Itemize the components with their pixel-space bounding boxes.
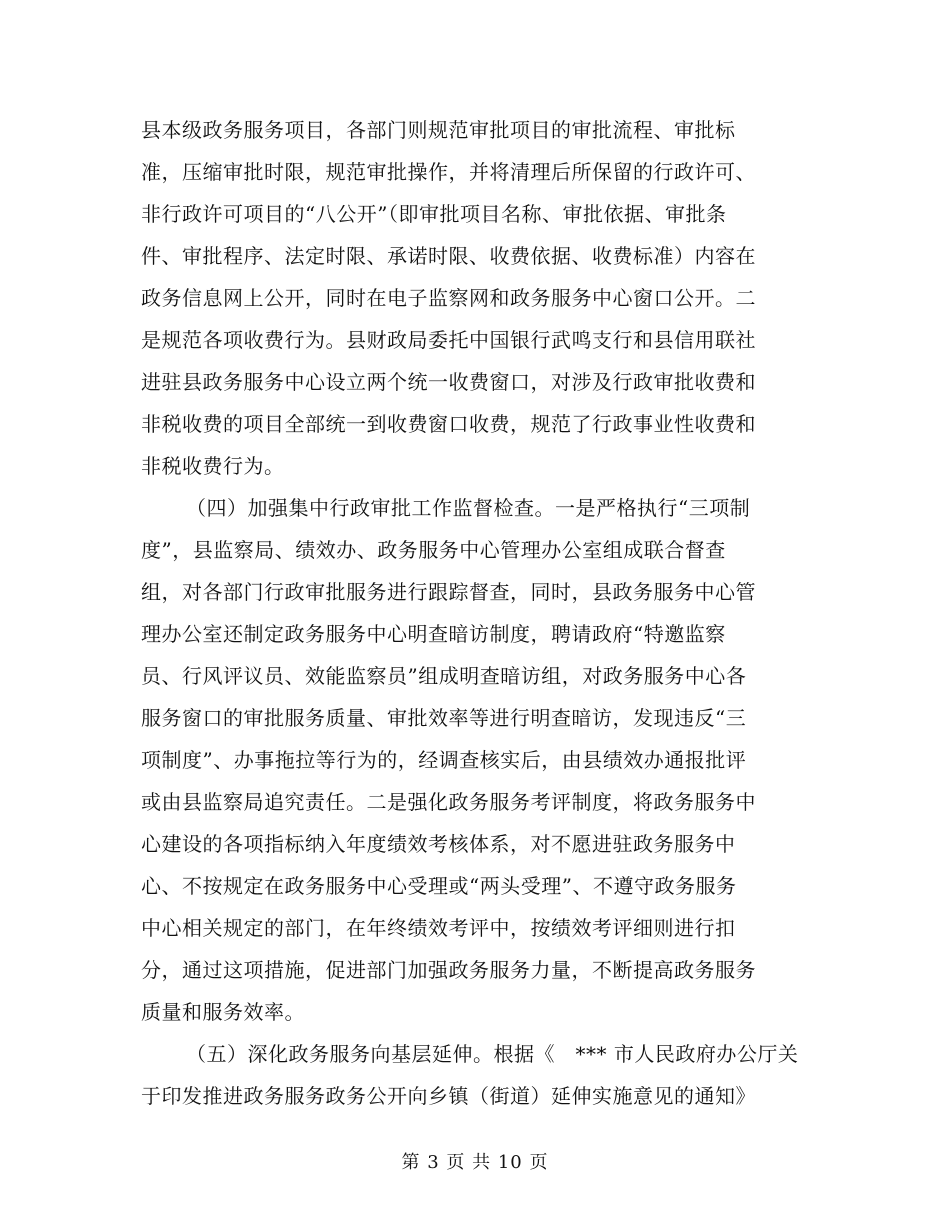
paragraph-line-3: 非行政许可项目的“八公开”（即审批项目名称、审批依据、审批条 <box>141 202 727 226</box>
paragraph-line-2: 准，压缩审批时限，规范审批操作，并将清理后所保留的行政许可、 <box>141 160 756 184</box>
paragraph-line-22: 质量和服务效率。 <box>141 1000 305 1024</box>
paragraph-line-17: 或由县监察局追究责任。二是强化政务服务考评制度，将政务服务中 <box>141 790 756 814</box>
paragraph-line-4: 件、审批程序、法定时限、承诺时限、收费依据、收费标准）内容在 <box>141 244 756 268</box>
paragraph-line-14: 员、行风评议员、效能监察员”组成明查暗访组，对政务服务中心各 <box>141 664 747 688</box>
paragraph-line-20: 中心相关规定的部门，在年终绩效考评中，按绩效考评细则进行扣 <box>141 916 736 940</box>
paragraph-line-16: 项制度”、办事拖拉等行为的，经调查核实后，由县绩效办通报批评 <box>141 748 747 772</box>
paragraph-line-15: 服务窗口的审批服务质量、审批效率等进行明查暗访，发现违反“三 <box>141 706 747 730</box>
paragraph-line-24: 于印发推进政务服务政务公开向乡镇（街道）延伸实施意见的通知》 <box>141 1084 756 1108</box>
paragraph-line-1: 县本级政务服务项目，各部门则规范审批项目的审批流程、审批标 <box>141 118 736 142</box>
paragraph-line-9: 非税收费行为。 <box>141 454 285 478</box>
paragraph-line-13: 理办公室还制定政务服务中心明查暗访制度，聘请政府“特邀监察 <box>141 622 726 646</box>
paragraph-line-18: 心建设的各项指标纳入年度绩效考核体系，对不愿进驻政务服务中 <box>141 832 736 856</box>
section-four-heading-line: （四）加强集中行政审批工作监督检查。一是严格执行“三项制 <box>186 496 751 520</box>
paragraph-line-11: 度”，县监察局、绩效办、政务服务中心管理办公室组成联合督查 <box>141 538 726 562</box>
paragraph-line-12: 组，对各部门行政审批服务进行跟踪督查，同时，县政务服务中心管 <box>141 580 756 604</box>
page-number-footer: 第 3 页 共 10 页 <box>401 1152 549 1173</box>
paragraph-line-7: 进驻县政务服务中心设立两个统一收费窗口，对涉及行政审批收费和 <box>141 370 756 394</box>
paragraph-line-21: 分，通过这项措施，促进部门加强政务服务力量，不断提高政务服务 <box>141 958 756 982</box>
paragraph-line-6: 是规范各项收费行为。县财政局委托中国银行武鸣支行和县信用联社 <box>141 328 756 352</box>
paragraph-line-19: 心、不按规定在政务服务中心受理或“两头受理”、不遵守政务服务 <box>141 874 737 898</box>
paragraph-line-5: 政务信息网上公开，同时在电子监察网和政务服务中心窗口公开。二 <box>141 286 756 310</box>
paragraph-line-8: 非税收费的项目全部统一到收费窗口收费，规范了行政事业性收费和 <box>141 412 756 436</box>
section-five-heading-line: （五）深化政务服务向基层延伸。根据《 *** 市人民政府办公厅关 <box>186 1042 799 1066</box>
